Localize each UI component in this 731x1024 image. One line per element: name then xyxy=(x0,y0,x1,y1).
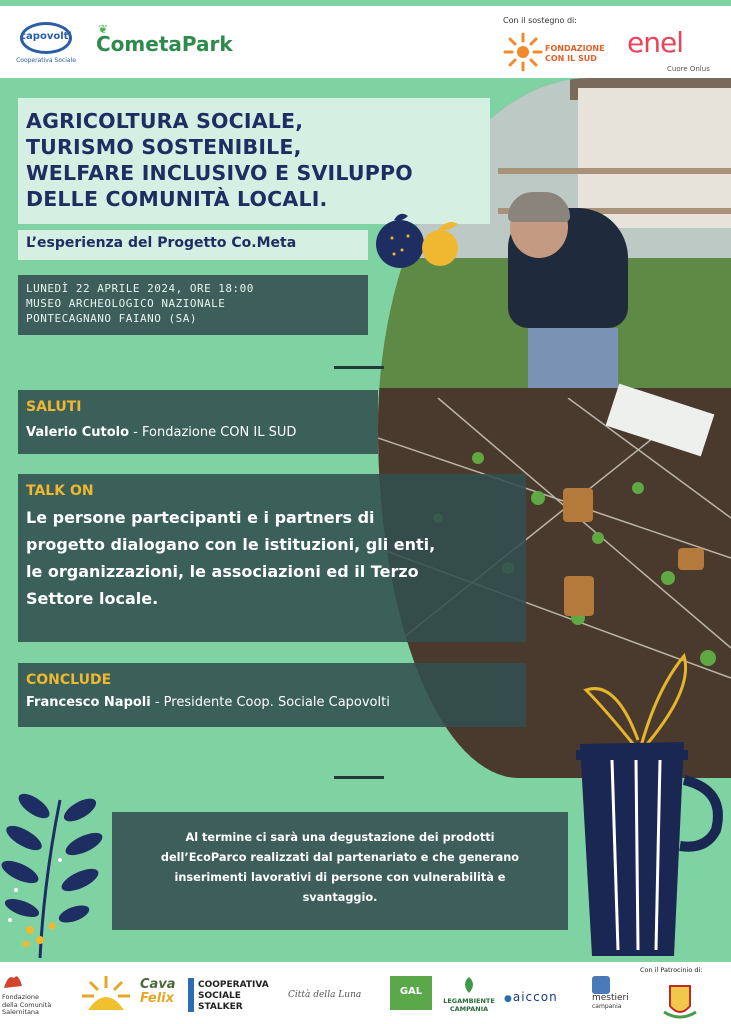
talk-body xyxy=(26,504,526,612)
municipal-crest-icon xyxy=(660,982,700,1022)
saluti-affiliation: - Fondazione CON IL SUD xyxy=(129,425,297,440)
closing-line-3: inserimenti lavorativi di persone con vulnerabilità e xyxy=(174,871,506,884)
flame-icon xyxy=(2,972,24,990)
closing-note-box xyxy=(112,812,568,930)
sun-icon xyxy=(503,32,543,72)
capovolti-sub: Cooperativa Sociale xyxy=(16,57,76,64)
sunburst-logo-icon xyxy=(80,974,132,1014)
conclude-affiliation: - Presidente Coop. Sociale Capovolti xyxy=(150,695,390,710)
mestieri-square-icon xyxy=(592,976,610,994)
leaf-icon: ❦ xyxy=(98,22,109,36)
capovolti-name: capovolti xyxy=(20,31,72,42)
enel-sub: Cuore Onlus xyxy=(667,65,710,73)
dots-icon: ● xyxy=(504,994,513,1004)
fruit-illustration-icon xyxy=(372,202,468,272)
citta-della-luna-logo: Città della Luna xyxy=(288,990,362,1000)
fcs-line-2: CON IL SUD xyxy=(545,54,597,63)
talk-line-3: le organizzazioni, le associazioni ed il Terzo xyxy=(26,562,419,581)
title-line-2: TURISMO SOSTENIBILE, xyxy=(26,135,302,159)
event-date: LUNEDÌ 22 APRILE 2024, ORE 18:00 xyxy=(26,282,254,295)
subtitle-box xyxy=(18,230,368,260)
footer-logos-bar: Fondazione della Comunità Salernitana Cava Felix COOPERATIVA SOCIALE STALKER Città della Luna GAL LEGAMBIENTE CAMPANIA ●aiccon mestieri campania xyxy=(0,962,731,1024)
fcs-line-1: FONDAZIONE xyxy=(545,44,605,53)
capovolti-logo xyxy=(14,22,78,68)
fondazione-con-il-sud-logo xyxy=(503,30,605,72)
talk-panel xyxy=(18,474,526,642)
talk-line-1: Le persone partecipanti e i partners di xyxy=(26,508,375,527)
cometapark-logo xyxy=(96,22,233,56)
header-bar xyxy=(0,0,731,78)
event-venue-2: PONTECAGNANO FAIANO (SA) xyxy=(26,312,197,325)
saluti-heading: SALUTI xyxy=(26,399,82,415)
divider xyxy=(334,366,384,369)
mestieri-campania-logo: mestieri campania xyxy=(592,976,629,1010)
legambiente-logo: LEGAMBIENTE CAMPANIA xyxy=(440,976,498,1013)
conclude-panel xyxy=(18,663,526,727)
gal-logo: GAL xyxy=(390,976,432,1010)
title-line-4: DELLE COMUNITÀ LOCALI. xyxy=(26,187,328,211)
talk-line-2: progetto dialogano con le istituzioni, gli enti, xyxy=(26,535,436,554)
cava-felix-logo: Cava Felix xyxy=(140,977,176,1006)
cometapark-text: CometaPark xyxy=(96,32,233,56)
fcs-text xyxy=(545,44,605,64)
jug-illustration-icon xyxy=(566,650,731,960)
closing-line-2: dell’EcoParco realizzati dal partenariato e che generano xyxy=(160,851,520,864)
title-line-3: WELFARE INCLUSIVO E SVILUPPO xyxy=(26,161,413,185)
gardener-figure xyxy=(488,178,638,388)
talk-line-4: Settore locale. xyxy=(26,589,159,608)
divider xyxy=(334,776,384,779)
conclude-speaker: Francesco Napoli xyxy=(26,695,151,710)
saluti-speaker-line xyxy=(26,424,378,442)
event-venue-1: MUSEO ARCHEOLOGICO NAZIONALE xyxy=(26,297,226,310)
saluti-speaker: Valerio Cutolo xyxy=(26,425,130,440)
support-label: Con il sostegno di: xyxy=(503,16,577,25)
patrocinio-label: Con il Patrocinio di: xyxy=(640,966,703,974)
plant-illustration-icon xyxy=(0,780,110,960)
fondazione-text: Fondazione della Comunità Salernitana xyxy=(2,993,52,1016)
saluti-panel xyxy=(18,390,378,454)
enel-logo: enel xyxy=(627,26,683,59)
title-line-1: AGRICOLTURA SOCIALE, xyxy=(26,109,304,133)
event-details-box xyxy=(18,275,368,335)
conclude-heading: CONCLUDE xyxy=(26,672,112,688)
subtitle: L’esperienza del Progetto Co.Meta xyxy=(26,235,297,251)
closing-line-1: Al termine ci sarà una degustazione dei prodotti xyxy=(185,831,495,844)
conclude-speaker-line xyxy=(26,694,526,712)
talk-heading: TALK ON xyxy=(26,483,94,499)
aiccon-logo: ●aiccon xyxy=(504,990,558,1004)
legambiente-leaf-icon xyxy=(461,976,477,994)
fondazione-comunita-salernitana-logo xyxy=(2,972,64,1017)
closing-line-4: svantaggio. xyxy=(302,891,378,904)
